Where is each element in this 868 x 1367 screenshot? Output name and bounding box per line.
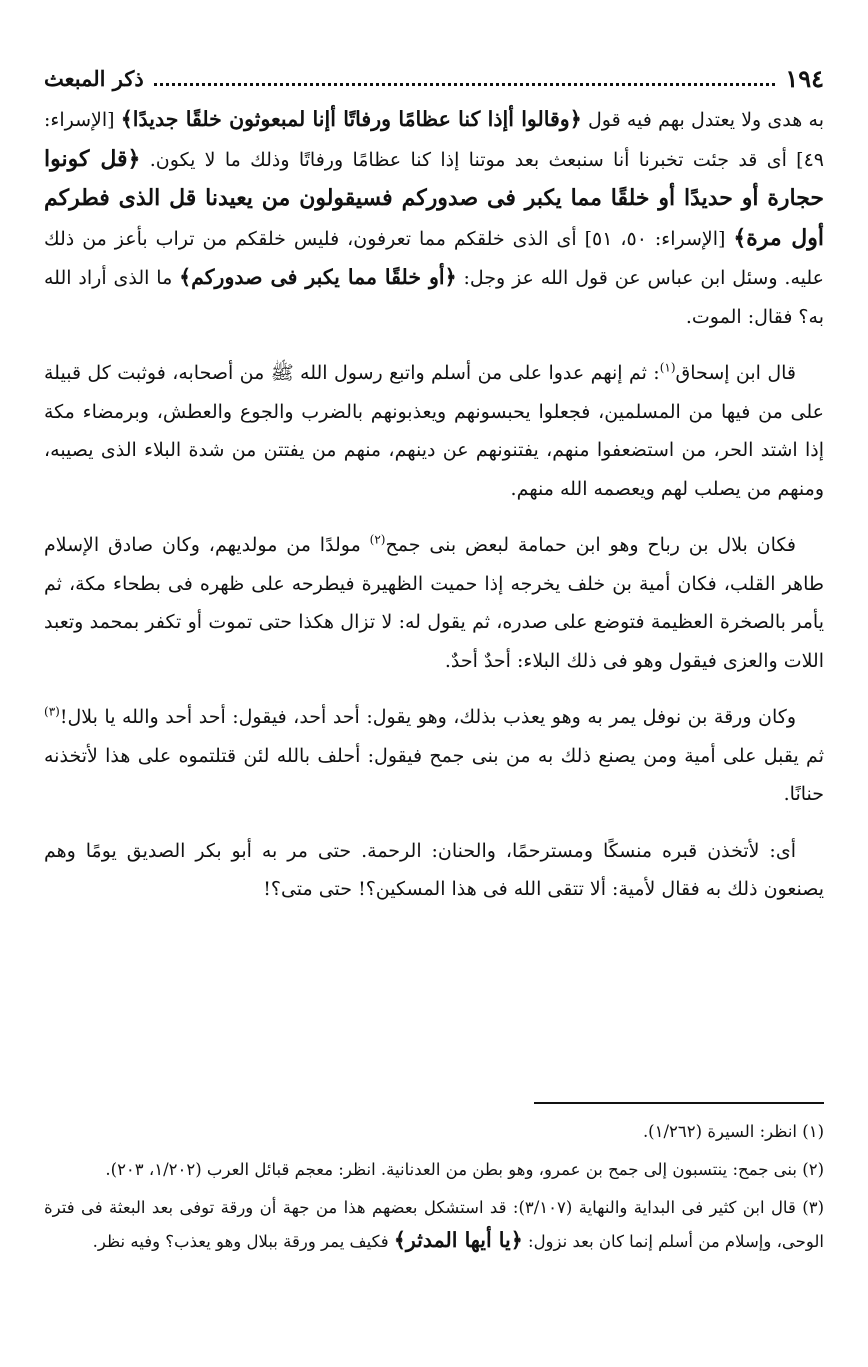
text-run: [الإسراء: ٤٩] أى قد جئت تخبرنا أنا سنبعث بعد موتنا إذا كنا عظامًا ورفاتًا وذلك ما لا يكون. xyxy=(44,109,824,171)
paragraph xyxy=(44,354,824,508)
text-run: أى: لأتخذن قبره منسكًا ومسترحمًا، والحنان: الرحمة. حتى مر به أبو بكر الصديق يومًا وهم يصنعون ذلك به فقال لأمية: ألا تتقى الله فى هذا المسكين؟! حتى متى؟! xyxy=(44,839,824,900)
text-run: به هدى ولا يعتدل بهم فيه قول xyxy=(581,109,824,131)
footnote-reference[interactable]: (١) xyxy=(659,360,676,375)
footnote-reference[interactable]: (٢) xyxy=(369,532,386,547)
footnote xyxy=(44,1154,824,1186)
chapter-title: ذكر المبعث xyxy=(44,65,144,91)
paragraph xyxy=(44,100,824,336)
quran-quote: ﴿يا أيها المدثر﴾ xyxy=(393,1228,523,1252)
paragraph xyxy=(44,832,824,909)
text-run: (١) انظر: السيرة (١/٢٦٢). xyxy=(642,1122,824,1141)
main-text xyxy=(44,100,824,909)
paragraph xyxy=(44,526,824,680)
quran-quote: ﴿أو خلقًا مما يكبر فى صدوركم﴾ xyxy=(179,265,457,289)
text-run: قال ابن إسحاق xyxy=(675,362,797,384)
footnotes xyxy=(44,1116,824,1258)
text-run: فكيف يمر ورقة ببلال وهو يعذب؟ وفيه نظر. xyxy=(92,1232,394,1251)
text-run: (٢) بنى جمح: ينتسبون إلى جمح بن عمرو، وهو بطن من العدنانية. انظر: معجم قبائل العرب (١/٢٠٢، ٢٠٣). xyxy=(105,1160,824,1179)
text-run: وكان ورقة بن نوفل يمر به وهو يعذب بذلك، وهو يقول: أحد أحد، فيقول: أحد أحد والله يا بلال! xyxy=(59,706,796,728)
text-run: فكان بلال بن رباح وهو ابن حمامة لبعض بنى جمح xyxy=(385,534,796,556)
text-run: ما الذى أراد الله به؟ فقال: الموت. xyxy=(44,267,824,328)
footnote-separator xyxy=(534,1102,824,1104)
text-run: (٣) قال ابن كثير فى البداية والنهاية (٣/١٠٧): قد استشكل بعضهم هذا من جهة أن ورقة توفى بعد البعثة فى فترة الوحى، وإسلام من أسلم إنما كان بعد نزول: xyxy=(44,1198,824,1251)
quran-quote: ﴿وقالوا أإذا كنا عظامًا ورفاتًا أإنا لمبعوثون خلقًا جديدًا﴾ xyxy=(120,107,582,131)
text-run: : ثم إنهم عدوا على من أسلم واتبع رسول الله ﷺ من أصحابه، فوثبت كل قبيلة على من فيها من المسلمين، فجعلوا يحبسونهم ويعذبونهم بالضرب والجوع والعطش، وبرمضاء مكة إذا اشتد الحر، من استضعفوا منهم، يفتنونهم عن دينهم، منهم من يفتتن من شدة البلاء الذى يصيبه، ومنهم من يصلب لهم ويعصمه الله منهم. xyxy=(44,362,824,500)
leader-dots xyxy=(154,83,776,86)
running-header xyxy=(44,60,824,96)
page-number: ١٩٤ xyxy=(785,63,824,93)
text-run: مولدًا من مولديهم، وكان صادق الإسلام طاهر القلب، فكان أمية بن خلف يخرجه إذا حميت الظهيرة فيطرحه على ظهره فى بطحاء مكة، ثم يأمر بالصخرة العظيمة فتوضع على صدره، ثم يقول له: لا تزال هكذا حتى تموت أو تكفر بمحمد وتعبد اللات والعزى فيقول وهو فى ذلك البلاء: أحدٌ أحدٌ. xyxy=(44,534,824,672)
quran-quote: ﴿قل كونوا حجارة أو حديدًا أو خلقًا مما يكبر فى صدوركم فسيقولون من يعيدنا قل الذى فطركم أول مرة﴾ xyxy=(44,145,825,251)
text-run: ثم يقبل على أمية ومن يصنع ذلك به من بنى جمح فيقول: أحلف بالله لئن قتلتموه على هذا لأتخذنه حنانًا. xyxy=(44,744,824,805)
footnote-reference[interactable]: (٣) xyxy=(44,704,60,719)
footnote xyxy=(44,1192,824,1258)
footnote xyxy=(44,1116,824,1148)
paragraph xyxy=(44,698,824,814)
text-run: [الإسراء: ٥٠، ٥١] أى الذى خلقكم مما تعرفون، فليس خلقكم من تراب بأعز من ذلك عليه. وسئل ابن عباس عن قول الله عز وجل: xyxy=(44,227,824,289)
